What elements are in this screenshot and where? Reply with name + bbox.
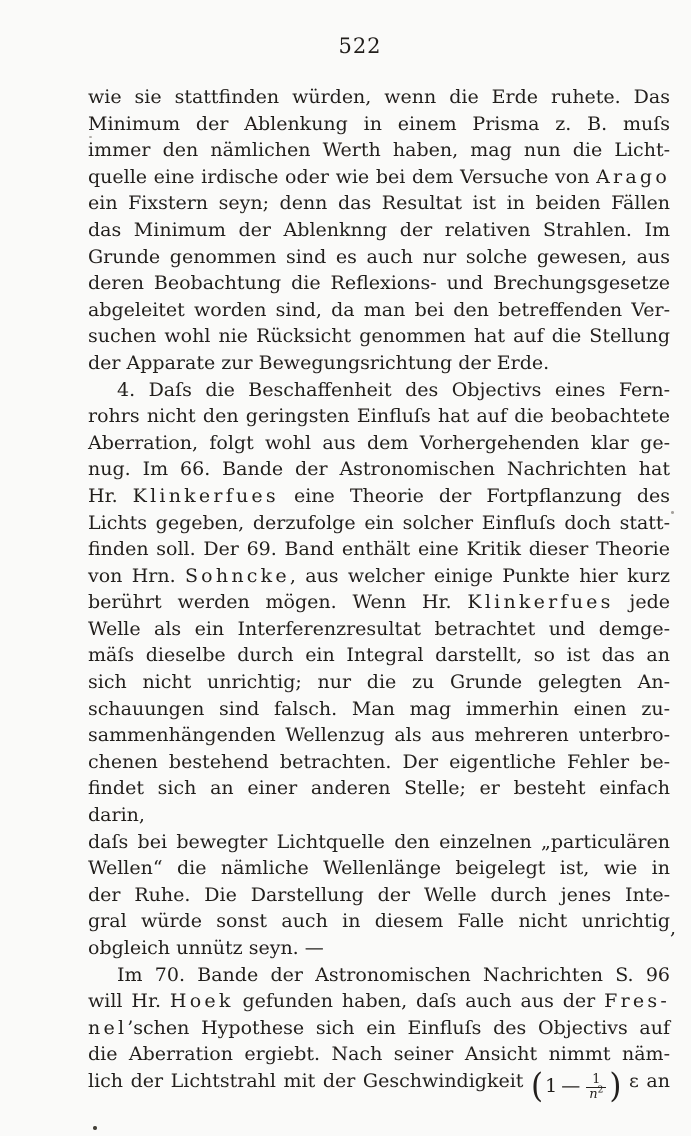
text-line [88, 722, 670, 749]
text-span: finden soll. Der 69. Band enthält eine Kritik dieser Theorie [88, 538, 670, 561]
text-line [88, 988, 670, 1015]
letterspaced-name: Fres- [604, 990, 670, 1013]
text-span: rohrs nicht den geringsten Einfluſs hat auf die beobachtete [88, 405, 670, 428]
letterspaced-name: Sohncke [184, 564, 290, 587]
text-line [88, 244, 670, 271]
text-line [88, 829, 670, 856]
text-span: Lichts gegeben, derzufolge ein solcher Einfluſs doch statt- [88, 511, 670, 534]
text-span: der Ruhe. Die Darstellung der Welle durch jenes Inte- [88, 883, 670, 906]
text-span: sammenhängenden Wellenzug als aus mehreren unterbro- [88, 724, 670, 747]
text-span: mäſs dieselbe durch ein Integral darstellt, so ist das an [88, 644, 670, 667]
text-line [88, 642, 670, 669]
text-span: Welle als ein Interferenzresultat betrachtet und demge- [88, 617, 670, 640]
text-line [88, 775, 670, 828]
text-line [88, 882, 670, 909]
text-line [88, 962, 670, 989]
letterspaced-name: Arago [596, 165, 670, 188]
fraction-numerator: 1 [592, 1072, 601, 1088]
text-span: wie sie stattfinden würden, wenn die Erde ruhete. Das [88, 86, 670, 108]
text-line [88, 164, 670, 191]
paragraph [88, 84, 670, 377]
text-span: Im 70. Bande der Astronomischen Nachrichten S. 96 [117, 963, 670, 986]
text-span: suchen wohl nie Rücksicht genommen hat auf die Stellung [88, 325, 670, 348]
text-line [88, 270, 670, 297]
text-span: sich nicht unrichtig; nur die zu Grunde gelegten An- [88, 671, 670, 694]
text-span: von Hrn. [88, 564, 185, 587]
scan-speck [671, 511, 674, 514]
scan-speck [89, 136, 92, 138]
text-line [88, 323, 670, 350]
text-span: Aberration, folgt wohl aus dem Vorhergehenden klar ge- [88, 431, 670, 454]
text-line: gral würde sonst auch in diesem Falle nicht unrichtig, [88, 910, 677, 940]
formula-lead: 1 [545, 1075, 558, 1098]
text-span: Hr. [88, 484, 133, 507]
text-span: gefunden haben, daſs auch aus der [233, 990, 605, 1013]
text-line [88, 669, 670, 696]
text-line [88, 589, 670, 616]
open-paren: ( [531, 1066, 544, 1106]
text-line [88, 190, 670, 217]
text-span: immer den nämlichen Werth haben, mag nun die Licht- [88, 139, 670, 162]
text-span: schauungen sind falsch. Man mag immerhin einen zu- [88, 697, 670, 720]
denominator-variable: n [589, 1086, 598, 1102]
text-span: Grunde genommen sind es auch nur solche gewesen, aus [88, 245, 670, 268]
text-line [88, 430, 670, 457]
paragraph [88, 377, 677, 962]
text-span: ’schen Hypothese sich ein Einfluſs des Objectivs auf [127, 1016, 670, 1039]
close-paren: ) [609, 1066, 622, 1106]
text-span: ein Fixstern seyn; denn das Resultat ist in beiden Fällen [88, 192, 670, 215]
text-line [88, 137, 670, 164]
text-line [88, 456, 670, 483]
text-block [88, 84, 677, 1106]
text-line [88, 377, 670, 404]
velocity-formula [531, 1066, 622, 1106]
text-line [88, 483, 670, 510]
text-span: eine Theorie der Fortpflanzung des [278, 484, 670, 507]
paragraph [88, 962, 670, 1106]
text-span: lich der Lichtstrahl mit der Geschwindigkeit [88, 1069, 532, 1092]
text-span: jede [613, 591, 670, 614]
text-span: gral würde sonst auch in diesem Falle nicht unrichtig [88, 910, 670, 933]
text-line [88, 696, 670, 723]
text-line [88, 1015, 670, 1042]
text-span: obgleich unnütz seyn. — [88, 937, 324, 959]
text-line [88, 510, 670, 537]
text-line [88, 350, 670, 377]
text-span: findet sich an einer anderen Stelle; er besteht einfach darin, [88, 777, 670, 827]
text-span: der Apparate zur Bewegungsrichtung der Erde. [88, 351, 550, 374]
text-line [88, 84, 670, 111]
text-line [88, 403, 670, 430]
text-line [88, 111, 670, 138]
scan-speck [93, 1126, 97, 1130]
text-line [88, 1066, 670, 1106]
text-line [88, 749, 670, 776]
page-number: 522 [338, 34, 382, 58]
text-span: das Minimum der Ablenknng der relativen Strahlen. Im [88, 218, 670, 241]
text-span: daſs bei bewegter Lichtquelle den einzelnen „particulären [88, 830, 670, 853]
minus-sign: — [561, 1075, 581, 1098]
text-line [88, 297, 670, 324]
text-line [88, 563, 670, 590]
text-span: nug. Im 66. Bande der Astronomischen Nachrichten hat [88, 458, 670, 481]
fraction-denominator [586, 1087, 606, 1102]
text-span: die Aberration ergiebt. Nach seiner Ansicht nimmt näm- [88, 1043, 670, 1066]
letterspaced-name: Hoek [169, 990, 234, 1013]
text-span: ε an [621, 1069, 670, 1092]
text-line [88, 616, 670, 643]
text-span: berührt werden mögen. Wenn Hr. [88, 591, 468, 614]
text-span: chenen bestehend betrachten. Der eigentliche Fehler be- [88, 750, 670, 773]
text-line [88, 935, 670, 962]
text-span: abgeleitet worden sind, da man bei den betreffenden Ver- [88, 298, 670, 321]
letterspaced-name: Klinkerfues [467, 591, 614, 614]
text-span: will Hr. [88, 990, 170, 1013]
fraction [586, 1073, 606, 1101]
text-line [88, 536, 670, 563]
denominator-exponent: 2 [597, 1085, 604, 1096]
text-line [88, 217, 670, 244]
text-span: , aus welcher einige Punkte hier kurz [289, 564, 670, 587]
letterspaced-name: nel [88, 1016, 128, 1039]
text-span: 4. Daſs die Beschaffenheit des Objectivs eines Fern- [117, 378, 670, 401]
text-span: deren Beobachtung die Reflexions- und Brechungsgesetze [88, 272, 670, 295]
text-line [88, 855, 670, 882]
text-span: Minimum der Ablenkung in einem Prisma z. B. muſs [88, 112, 670, 135]
letterspaced-name: Klinkerfues [132, 484, 279, 507]
text-span: quelle eine irdische oder wie bei dem Versuche von [88, 165, 597, 188]
text-line [88, 1041, 670, 1068]
text-span: Wellen“ die nämliche Wellenlänge beigelegt ist, wie in [88, 857, 670, 880]
